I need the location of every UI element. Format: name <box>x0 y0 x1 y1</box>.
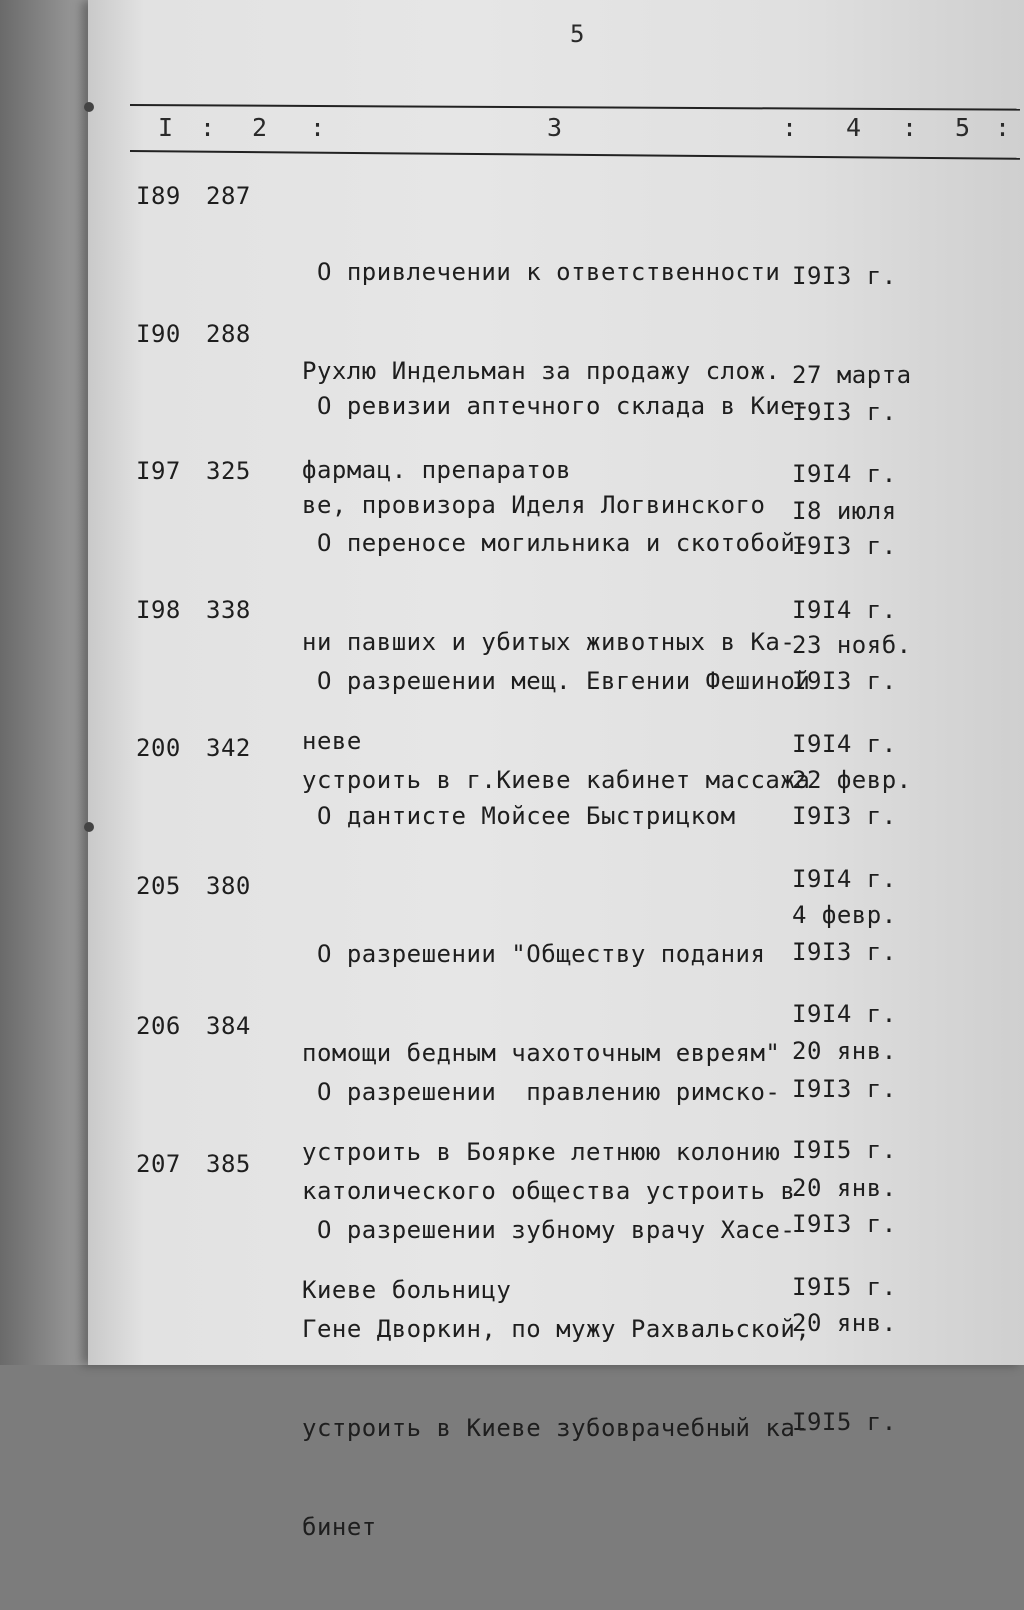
start-year: I9I3 г. <box>792 262 897 290</box>
title-line: ве, провизора Иделя Логвинского <box>302 491 766 519</box>
header-sep: : <box>310 113 326 142</box>
header-col-1: I <box>158 113 174 142</box>
start-year: I9I3 г. <box>792 802 897 830</box>
file-number: 384 <box>206 1012 251 1040</box>
entry-number: 206 <box>136 1012 181 1040</box>
title-line: католического общества устроить в <box>302 1177 796 1205</box>
file-number: 338 <box>206 596 251 624</box>
end-year: I9I4 г. <box>792 730 897 758</box>
end-year: I9I4 г. <box>792 1000 897 1028</box>
header-col-3: 3 <box>547 113 563 142</box>
end-year: I9I5 г. <box>792 1408 897 1436</box>
start-year: I9I3 г. <box>792 1210 897 1238</box>
entry-number: I97 <box>136 457 181 485</box>
header-col-2: 2 <box>252 113 268 142</box>
end-date: 20 янв. <box>792 1309 897 1337</box>
page-number: 5 <box>570 20 585 48</box>
title-line: устроить в Боярке летнюю колонию <box>302 1138 781 1166</box>
header-col-4: 4 <box>846 113 862 142</box>
title-line: О разрешении правлению римско- <box>302 1078 781 1106</box>
entry-number: 205 <box>136 872 181 900</box>
end-date: 20 янв. <box>792 1037 897 1065</box>
file-number: 342 <box>206 734 251 762</box>
title-line: Киеве больницу <box>302 1276 512 1304</box>
entry-number: I98 <box>136 596 181 624</box>
entry-number: I90 <box>136 320 181 348</box>
entry-number: 207 <box>136 1150 181 1178</box>
header-sep: : <box>902 113 918 142</box>
title-line: О ревизии аптечного склада в Кие- <box>302 392 811 420</box>
end-date: 27 марта <box>792 361 912 389</box>
title-line: ни павших и убитых животных в Ка- <box>302 628 796 656</box>
start-year: I9I3 г. <box>792 667 897 695</box>
title-line: О дантисте Мойсее Быстрицком <box>302 802 736 830</box>
title-line: неве <box>302 727 362 755</box>
title-line: О переносе могильника и скотобой- <box>302 529 811 557</box>
end-year: I9I4 г. <box>792 460 897 488</box>
entry-title <box>302 1148 810 1610</box>
binding-hole <box>84 822 94 832</box>
start-year: I9I3 г. <box>792 532 897 560</box>
header-sep: : <box>782 113 798 142</box>
end-year: I9I4 г. <box>792 865 897 893</box>
start-year: I9I3 г. <box>792 1075 897 1103</box>
header-col-5: 5 <box>955 113 971 142</box>
title-line: О привлечении к ответственности <box>302 258 781 286</box>
end-year: I9I4 г. <box>792 596 897 624</box>
file-number: 287 <box>206 182 251 210</box>
title-line: Рухлю Индельман за продажу слож. <box>302 357 781 385</box>
file-number: 380 <box>206 872 251 900</box>
entry-number: 200 <box>136 734 181 762</box>
header-sep: : <box>995 113 1011 142</box>
file-number: 288 <box>206 320 251 348</box>
start-year: I9I3 г. <box>792 398 897 426</box>
end-date: 23 нояб. <box>792 631 912 659</box>
title-line: О разрешении зубному врачу Хасе- <box>302 1216 796 1244</box>
header-sep: : <box>200 113 216 142</box>
file-number: 325 <box>206 457 251 485</box>
title-line: О разрешении мещ. Евгении Фешиной <box>302 667 811 695</box>
entry-dates <box>792 1142 897 1505</box>
end-date: 20 янв. <box>792 1174 897 1202</box>
title-line: помощи бедным чахоточным евреям" <box>302 1039 781 1067</box>
title-line: бинет <box>302 1513 377 1541</box>
title-line: О разрешении "Обществу подания <box>302 940 766 968</box>
title-line: фармац. препаратов <box>302 456 572 484</box>
end-year: I9I5 г. <box>792 1273 897 1301</box>
start-year: I9I3 г. <box>792 938 897 966</box>
file-number: 385 <box>206 1150 251 1178</box>
title-line: Гене Дворкин, по мужу Рахвальской, <box>302 1315 811 1343</box>
entry-number: I89 <box>136 182 181 210</box>
title-line: устроить в г.Киеве кабинет массажа <box>302 766 811 794</box>
title-line: устроить в Киеве зубоврачебный ка- <box>302 1414 811 1442</box>
end-date: 4 февр. <box>792 901 897 929</box>
end-date: I8 июля <box>792 497 897 525</box>
end-year: I9I5 г. <box>792 1136 897 1164</box>
end-date: 22 февр. <box>792 766 912 794</box>
binding-hole <box>84 102 94 112</box>
